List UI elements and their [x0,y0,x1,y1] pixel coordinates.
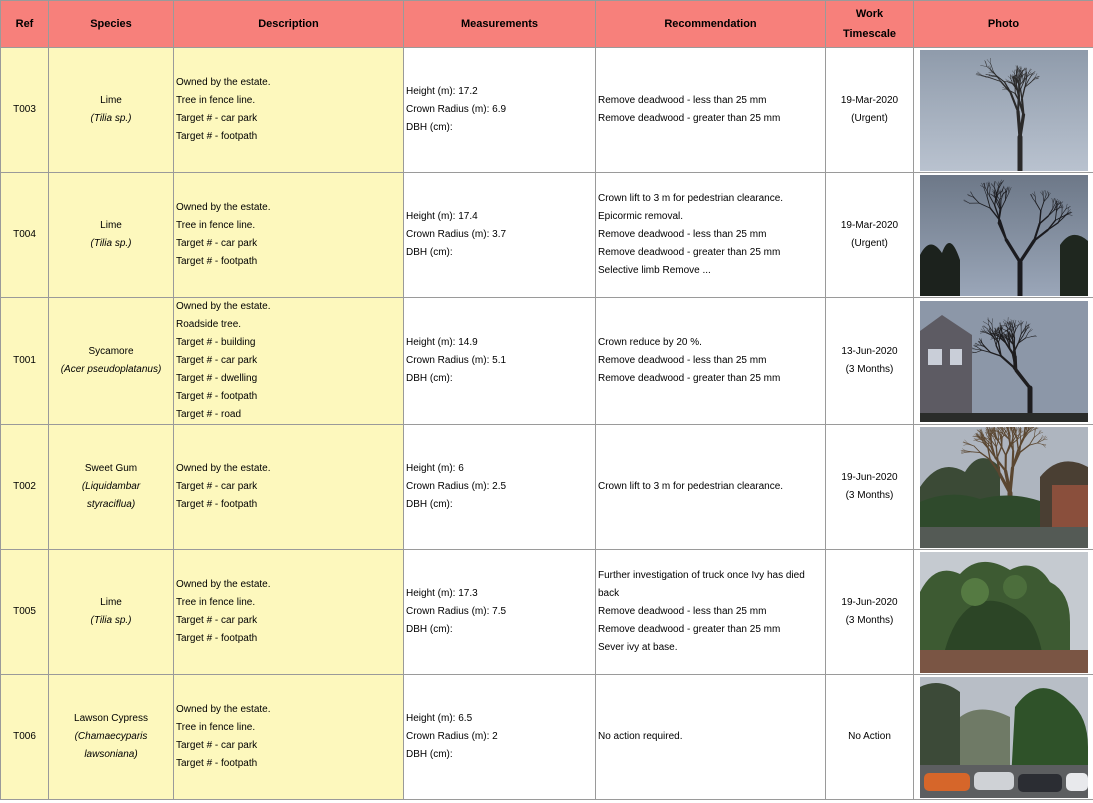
species-latin-name: (Tilia sp.) [90,615,132,626]
description-cell [174,550,404,675]
tree-photo [920,301,1088,422]
recommendation-cell [596,675,826,800]
species-latin-name: (Liquidambar [81,481,141,492]
description-cell [174,298,404,425]
description-cell [174,48,404,173]
description-line: Tree in fence line. [176,220,256,231]
description-cell [174,425,404,550]
tree-photo [920,175,1088,296]
recommendation-line: Remove deadwood - less than 25 mm [598,95,767,106]
work-timescale-cell [826,425,914,550]
measurement-line: Height (m): 6 [406,463,464,474]
description-line: Target # - footpath [176,633,258,644]
header-row [1,1,1093,48]
header-recommendation: Recommendation [596,1,826,48]
measurement-line: DBH (cm): [406,749,453,760]
measurement-line: Crown Radius (m): 2.5 [406,481,507,492]
measurement-line: DBH (cm): [406,122,453,133]
species-common-name: Lime [100,220,122,231]
work-date: 19-Jun-2020 [841,597,898,608]
work-date: No Action [848,731,891,742]
photo-cell [914,675,1093,800]
measurement-line: Height (m): 6.5 [406,713,473,724]
species-common-name: Lawson Cypress [74,713,148,724]
photo-cell [914,173,1093,298]
tree-photo [920,677,1088,798]
description-line: Owned by the estate. [176,579,271,590]
measurement-line: Crown Radius (m): 7.5 [406,606,507,617]
species-cell [49,675,174,800]
species-latin-name: (Tilia sp.) [90,238,132,249]
species-latin-name: (Acer pseudoplatanus) [60,364,162,375]
header-work-timescale [826,1,914,48]
photo-cell [914,425,1093,550]
recommendation-line: Crown lift to 3 m for pedestrian clearance. [598,193,784,204]
tree-ref: T006 [1,675,49,800]
work-timescale-cell [826,173,914,298]
description-line: Owned by the estate. [176,704,271,715]
description-cell [174,173,404,298]
recommendation-line: Further investigation of truck once Ivy has died back [598,570,805,599]
description-line: Owned by the estate. [176,301,271,312]
species-latin-name: (Tilia sp.) [90,113,132,124]
species-common-name: Lime [100,95,122,106]
table-row [1,675,1093,800]
description-line: Target # - building [176,337,256,348]
work-timescale-cell [826,298,914,425]
measurement-line: Height (m): 17.4 [406,211,478,222]
header-ref: Ref [1,1,49,48]
measurement-line: DBH (cm): [406,373,453,384]
photo-cell [914,298,1093,425]
recommendation-line: Remove deadwood - less than 25 mm [598,606,767,617]
recommendation-line: Remove deadwood - greater than 25 mm [598,624,781,635]
description-line: Owned by the estate. [176,77,271,88]
species-latin-name: lawsoniana) [84,749,138,760]
species-cell [49,298,174,425]
measurements-cell [404,48,596,173]
measurement-line: Height (m): 17.3 [406,588,478,599]
measurements-cell [404,550,596,675]
work-timescale-cell [826,48,914,173]
table-row [1,425,1093,550]
work-date: 19-Mar-2020 [840,220,899,231]
description-line: Target # - road [176,409,242,420]
tree-photo [920,50,1088,171]
tree-ref: T005 [1,550,49,675]
table-row [1,298,1093,425]
work-priority: (Urgent) [851,238,888,249]
description-line: Target # - car park [176,238,258,249]
tree-photo [920,552,1088,673]
species-cell [49,550,174,675]
work-priority: (Urgent) [851,113,888,124]
description-line: Target # - car park [176,740,258,751]
description-line: Tree in fence line. [176,95,256,106]
recommendation-line: Remove deadwood - less than 25 mm [598,355,767,366]
description-line: Target # - footpath [176,391,258,402]
species-cell [49,48,174,173]
description-line: Target # - car park [176,113,258,124]
recommendation-line: Crown lift to 3 m for pedestrian clearance. [598,481,784,492]
measurement-line: Crown Radius (m): 5.1 [406,355,507,366]
description-line: Tree in fence line. [176,722,256,733]
header-timescale-line2: Timescale [842,28,896,40]
measurement-line: DBH (cm): [406,499,453,510]
header-species: Species [49,1,174,48]
recommendation-cell [596,425,826,550]
measurement-line: Height (m): 17.2 [406,86,478,97]
tree-photo [920,427,1088,548]
tree-ref: T003 [1,48,49,173]
recommendation-cell [596,550,826,675]
description-line: Target # - dwelling [176,373,258,384]
description-line: Tree in fence line. [176,597,256,608]
recommendation-line: Remove deadwood - greater than 25 mm [598,113,781,124]
description-line: Owned by the estate. [176,202,271,213]
measurement-line: DBH (cm): [406,247,453,258]
work-timescale-cell [826,675,914,800]
species-cell [49,173,174,298]
recommendation-cell [596,173,826,298]
work-date: 19-Mar-2020 [840,95,899,106]
measurement-line: Crown Radius (m): 3.7 [406,229,507,240]
measurements-cell [404,425,596,550]
work-date: 19-Jun-2020 [841,472,898,483]
description-line: Target # - footpath [176,499,258,510]
work-priority: (3 Months) [845,490,894,501]
measurement-line: Crown Radius (m): 2 [406,731,498,742]
description-line: Target # - footpath [176,758,258,769]
description-line: Roadside tree. [176,319,242,330]
species-common-name: Sycamore [88,346,134,357]
species-common-name: Sweet Gum [84,463,138,474]
measurements-cell [404,173,596,298]
recommendation-line: Remove deadwood - less than 25 mm [598,229,767,240]
header-timescale-line1: Work [855,8,884,20]
recommendation-cell [596,298,826,425]
tree-ref: T002 [1,425,49,550]
description-line: Target # - footpath [176,131,258,142]
recommendation-line: No action required. [598,731,683,742]
photo-cell [914,550,1093,675]
header-measurements: Measurements [404,1,596,48]
description-line: Target # - car park [176,481,258,492]
description-cell [174,675,404,800]
tree-ref: T001 [1,298,49,425]
description-line: Target # - car park [176,615,258,626]
table-row [1,48,1093,173]
recommendation-cell [596,48,826,173]
recommendation-line: Sever ivy at base. [598,642,678,653]
measurements-cell [404,298,596,425]
work-timescale-cell [826,550,914,675]
table-row [1,173,1093,298]
description-line: Owned by the estate. [176,463,271,474]
species-common-name: Lime [100,597,122,608]
header-photo: Photo [914,1,1093,48]
species-cell [49,425,174,550]
work-priority: (3 Months) [845,364,894,375]
tree-ref: T004 [1,173,49,298]
work-date: 13-Jun-2020 [841,346,898,357]
photo-cell [914,48,1093,173]
recommendation-line: Remove deadwood - greater than 25 mm [598,373,781,384]
description-line: Target # - car park [176,355,258,366]
table-body [1,48,1093,800]
recommendation-line: Remove deadwood - greater than 25 mm [598,247,781,258]
species-latin-name: styraciflua) [86,499,136,510]
measurement-line: Crown Radius (m): 6.9 [406,104,507,115]
header-description: Description [174,1,404,48]
species-latin-name: (Chamaecyparis [74,731,148,742]
work-priority: (3 Months) [845,615,894,626]
table-row [1,550,1093,675]
recommendation-line: Crown reduce by 20 %. [598,337,702,348]
measurement-line: DBH (cm): [406,624,453,635]
recommendation-line: Selective limb Remove ... [598,265,711,276]
measurements-cell [404,675,596,800]
measurement-line: Height (m): 14.9 [406,337,478,348]
recommendation-line: Epicormic removal. [598,211,684,222]
description-line: Target # - footpath [176,256,258,267]
